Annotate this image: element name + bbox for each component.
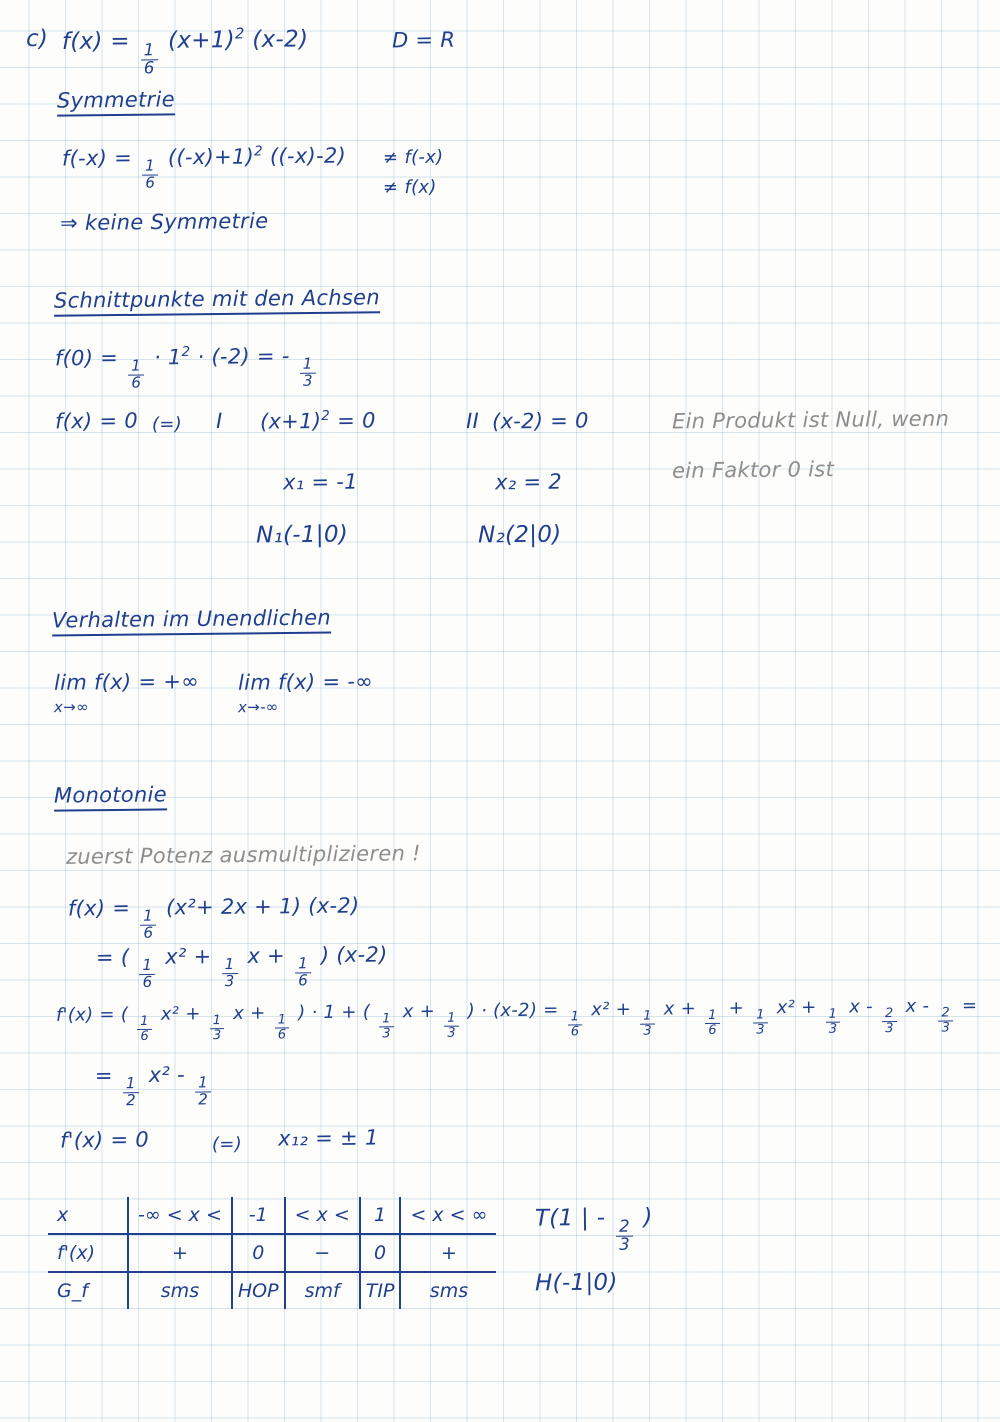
zero-point-n2: N₂(2|0) <box>477 521 562 549</box>
derivative-fraction-4: $\frac{1}{3}$ <box>379 1013 394 1041</box>
fprime-sign-4: 0 <box>360 1234 401 1272</box>
step-2-term-1: x² + <box>165 944 212 969</box>
case-1-equation <box>260 408 376 433</box>
case-1-term: (x+1) <box>259 408 322 434</box>
case-1-label: I <box>215 408 223 434</box>
f0-head: f(0) = <box>54 345 119 371</box>
row-label-graph: G_f <box>57 1280 88 1302</box>
f0-term-1: · 1 <box>153 345 182 370</box>
graph-behaviour-3: smf <box>285 1272 360 1309</box>
expand-fraction-5: $\frac{1}{3}$ <box>826 1008 841 1036</box>
expand-equals: = <box>961 995 978 1017</box>
case-1-exponent: 2 <box>321 408 331 424</box>
graph-behaviour-2: HOP <box>232 1272 285 1309</box>
f0-term-2: · (-2) = - <box>197 343 290 369</box>
interval-2: < x < <box>285 1197 360 1234</box>
heading-schnittpunkte: Schnittpunkte mit den Achsen <box>54 285 380 316</box>
note-product-zero-line-2: ein Faktor 0 ist <box>671 457 835 483</box>
simplified-term: x² - <box>148 1062 186 1088</box>
expand-fraction-3: $\frac{1}{6}$ <box>705 1009 720 1037</box>
case-2-equation: (x-2) = 0 <box>491 408 589 434</box>
derivative-root-equation: f'(x) = 0 <box>59 1127 150 1153</box>
extremum-tiefpunkt <box>535 1204 653 1254</box>
heading-verhalten: Verhalten im Unendlichen <box>52 606 331 637</box>
step-2-term-2: x + <box>247 943 286 968</box>
monotonie-step-2 <box>96 942 388 990</box>
derivative-fraction-2: $\frac{1}{3}$ <box>210 1015 225 1043</box>
step-2-fraction-3: $\frac{1}{6}$ <box>295 957 311 989</box>
f0-result-fraction: $\frac{1}{3}$ <box>300 357 316 389</box>
table-row <box>48 1197 496 1234</box>
task-coefficient-fraction: $\frac{1}{6}$ <box>141 42 158 77</box>
derivative-root-equivalence: (=) <box>211 1133 243 1156</box>
tiefpunkt-close: ) <box>643 1204 653 1231</box>
simplified-fraction-2: $\frac{1}{2}$ <box>195 1076 211 1108</box>
limit-1-subscript: x→∞ <box>53 697 89 717</box>
symmetrie-neq-1: ≠ f(-x) <box>382 146 444 169</box>
graph-behaviour-5: sms <box>400 1272 496 1309</box>
expand-term-3: x² + <box>776 996 817 1019</box>
derivative-tail: ) · (x-2) = <box>467 999 559 1022</box>
task-factor-1: (x+1) <box>167 27 236 54</box>
step-2-fraction-1: $\frac{1}{6}$ <box>139 958 155 990</box>
task-exponent: 2 <box>234 25 245 43</box>
expand-fraction-1: $\frac{1}{6}$ <box>568 1011 583 1039</box>
step-1-body: (x²+ 2x + 1) (x-2) <box>165 893 360 920</box>
extremum-hochpunkt: H(-1|0) <box>534 1269 618 1297</box>
expand-term-4: x - <box>849 996 874 1018</box>
expand-fraction-2: $\frac{1}{3}$ <box>640 1010 655 1038</box>
monotonie-table <box>48 1197 496 1309</box>
row-label-x: x <box>48 1197 128 1234</box>
symmetrie-exponent: 2 <box>253 144 263 160</box>
symmetrie-line-1 <box>62 144 347 192</box>
graph-behaviour-1: sms <box>128 1272 232 1309</box>
boundary-1: -1 <box>232 1197 285 1234</box>
tiefpunkt-fraction: $\frac{2}{3}$ <box>616 1219 633 1254</box>
derivative-term-1: x² + <box>160 1003 201 1025</box>
task-function-head: f(x) = <box>61 28 131 55</box>
limit-1: lim f(x) = +∞ <box>53 669 200 695</box>
interval-1: -∞ < x < <box>128 1197 232 1234</box>
expand-fraction-7: $\frac{2}{3}$ <box>938 1007 953 1035</box>
note-product-zero-line-1: Ein Produkt ist Null, wenn <box>671 406 950 434</box>
symmetrie-fx-head: f(-x) = <box>61 145 133 171</box>
derivative-fraction-3: $\frac{1}{6}$ <box>275 1014 290 1042</box>
symmetrie-term-1: ((-x)+1) <box>167 144 255 170</box>
derivative-line <box>56 995 978 1043</box>
interval-3: < x < ∞ <box>400 1197 496 1234</box>
derivative-root-solution: x₁₂ = ± 1 <box>277 1125 379 1151</box>
task-label: c) <box>25 25 49 53</box>
table-row <box>48 1234 496 1272</box>
simplified-fraction-1: $\frac{1}{2}$ <box>123 1077 139 1109</box>
fprime-sign-3: − <box>285 1234 360 1272</box>
schnittpunkte-f0 <box>55 344 319 392</box>
note-expand-power: zuerst Potenz ausmultiplizieren ! <box>65 841 421 869</box>
symmetrie-term-2: ((-x)-2) <box>269 143 347 169</box>
expand-term-2: x + <box>663 998 697 1020</box>
derivative-simplified <box>95 1062 214 1108</box>
zero-point-n1: N₁(-1|0) <box>255 521 349 549</box>
row-label-fprime: f'(x) <box>48 1234 128 1272</box>
derivative-term-3: x + <box>402 1000 436 1023</box>
monotonie-step-1 <box>68 893 360 941</box>
case-2-label: II <box>465 408 480 434</box>
heading-monotonie: Monotonie <box>54 782 167 811</box>
step-2-open: = ( <box>95 945 130 970</box>
task-domain: D = R <box>391 27 456 53</box>
step-2-close: ) (x-2) <box>320 942 388 968</box>
expand-fraction-4: $\frac{1}{3}$ <box>753 1009 768 1037</box>
boundary-2: 1 <box>360 1197 401 1234</box>
task-factor-2: (x-2) <box>252 26 309 53</box>
limit-2: lim f(x) = -∞ <box>237 669 374 695</box>
symmetrie-neq-2: ≠ f(x) <box>382 176 437 199</box>
case-1-rhs: = 0 <box>336 408 376 433</box>
task-function <box>62 25 309 78</box>
heading-symmetrie: Symmetrie <box>57 87 175 116</box>
simplified-equals: = <box>94 1063 113 1088</box>
derivative-term-2: x + <box>233 1002 266 1024</box>
solution-x1: x₁ = -1 <box>282 469 358 495</box>
limit-2-subscript: x→-∞ <box>237 697 279 717</box>
fprime-sign-5: + <box>400 1234 496 1272</box>
step-1-head: f(x) = <box>67 895 131 921</box>
f0-exponent: 2 <box>181 344 191 361</box>
f0-fraction: $\frac{1}{6}$ <box>128 359 144 391</box>
expand-term-5: x - <box>905 995 930 1017</box>
zero-equivalence: (=) <box>151 413 183 436</box>
table-row <box>48 1272 496 1309</box>
symmetrie-conclusion: ⇒ keine Symmetrie <box>59 208 269 236</box>
step-1-fraction: $\frac{1}{6}$ <box>140 909 156 941</box>
symmetrie-fraction: $\frac{1}{6}$ <box>142 159 158 191</box>
solution-x2: x₂ = 2 <box>494 469 563 495</box>
graph-behaviour-4: TIP <box>360 1272 401 1309</box>
fprime-sign-2: 0 <box>232 1234 285 1272</box>
fprime-sign-1: + <box>128 1234 232 1272</box>
derivative-fraction-1: $\frac{1}{6}$ <box>137 1015 152 1043</box>
zero-equation: f(x) = 0 <box>54 408 139 434</box>
expand-term-1: x² + <box>591 998 632 1021</box>
derivative-head: f'(x) = ( <box>55 1004 129 1026</box>
derivative-fraction-5: $\frac{1}{3}$ <box>444 1012 459 1040</box>
expand-fraction-6: $\frac{2}{3}$ <box>882 1007 897 1035</box>
step-2-fraction-2: $\frac{1}{3}$ <box>221 957 237 989</box>
expand-plus-1: + <box>728 997 745 1019</box>
tiefpunkt-head: T(1 | - <box>534 1204 606 1232</box>
derivative-middle: ) · 1 + ( <box>298 1001 371 1024</box>
